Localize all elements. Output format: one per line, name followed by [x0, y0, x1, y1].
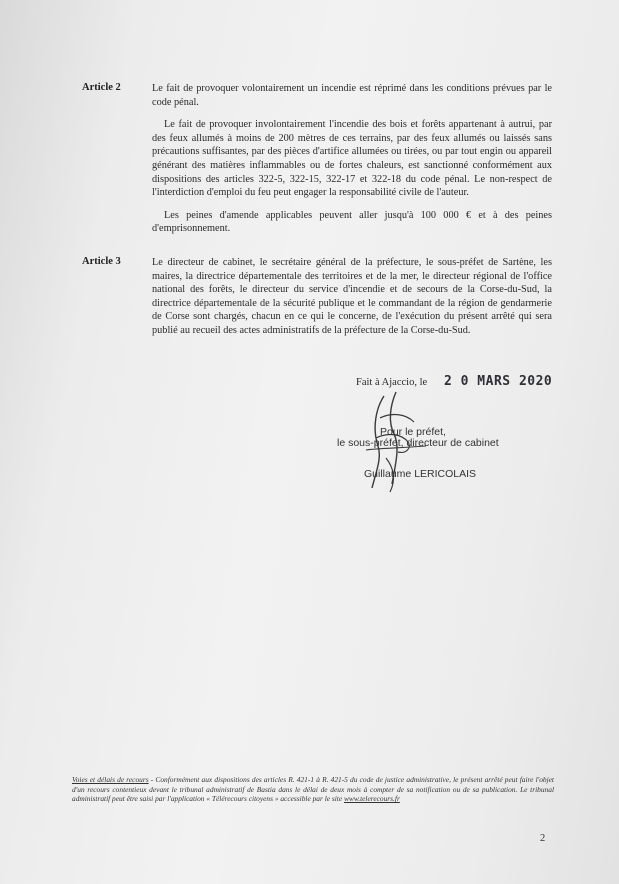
article-2-label: Article 2 — [82, 82, 121, 93]
appeal-notice-text: - Conformément aux dispositions des articles R. 421-1 à R. 421-5 du code de justice administrative, le présent arrêté peut faire l'objet d'un recours contentieux devant le tribunal administratif de Bastia dans le délai de deux mois à compter de sa notification ou de sa publication. Le tribunal administratif peut être saisi par l'application « Télérecours citoyens » accessible par le site — [72, 775, 554, 804]
article-2-paragraph-2: Le fait de provoquer involontairement l'incendie des bois et forêts appartenant à autrui, par des feux allumés à moins de 200 mètres de ces terrains, par des feux allumés ou laissés sans précautions suffisantes, par des pièces d'artifice allumées ou tirées, ou par tout engin ou appareil générant des matières inflammables ou de fortes chaleurs, est sanctionné conformément aux dispositions des articles 322-5, 322-15, 322-17 et 322-18 du code pénal. Le non-respect de l'interdiction d'emploi du feu peut engager la responsabilité civile de l'auteur. — [152, 119, 552, 199]
signature-line-2: le sous-préfet, directeur de cabinet — [337, 437, 499, 449]
appeal-notice-heading: Voies et délais de recours — [72, 775, 149, 784]
article-3-label: Article 3 — [82, 256, 121, 267]
article-2-paragraph-3: Les peines d'amende applicables peuvent aller jusqu'à 100 000 € et à des peines d'emprisonnement. — [152, 209, 552, 235]
date-stamp: 2 0 MARS 2020 — [444, 374, 553, 389]
page-number: 2 — [540, 833, 546, 844]
telerecours-link[interactable]: www.telerecours.fr — [344, 794, 400, 804]
article-2-body — [152, 82, 552, 245]
signature-line-1: Pour le préfet, — [380, 426, 446, 438]
appeal-notice — [72, 775, 554, 804]
article-2-paragraph-1: Le fait de provoquer volontairement un incendie est réprimé dans les conditions prévues par le code pénal. — [152, 83, 552, 108]
signature-place: Fait à Ajaccio, le — [356, 377, 428, 388]
article-3-paragraph: Le directeur de cabinet, le secrétaire général de la préfecture, le sous-préfet de Sartène, les maires, la directrice départementale des territoires et de la mer, le directeur régional de l'office national des forêts, le directeur du service d'incendie et de secours de la Corse-du-Sud, la directrice départementale de la sécurité publique et le commandant de la région de gendarmerie de Corse sont chargés, chacun en ce qui le concerne, de l'exécution du présent arrêté qui sera publié au recueil des actes administratifs de la préfecture de la Corse-du-Sud. — [152, 257, 552, 336]
signatory-name: Guillaume LERICOLAIS — [364, 468, 477, 480]
article-3-body — [152, 256, 552, 347]
